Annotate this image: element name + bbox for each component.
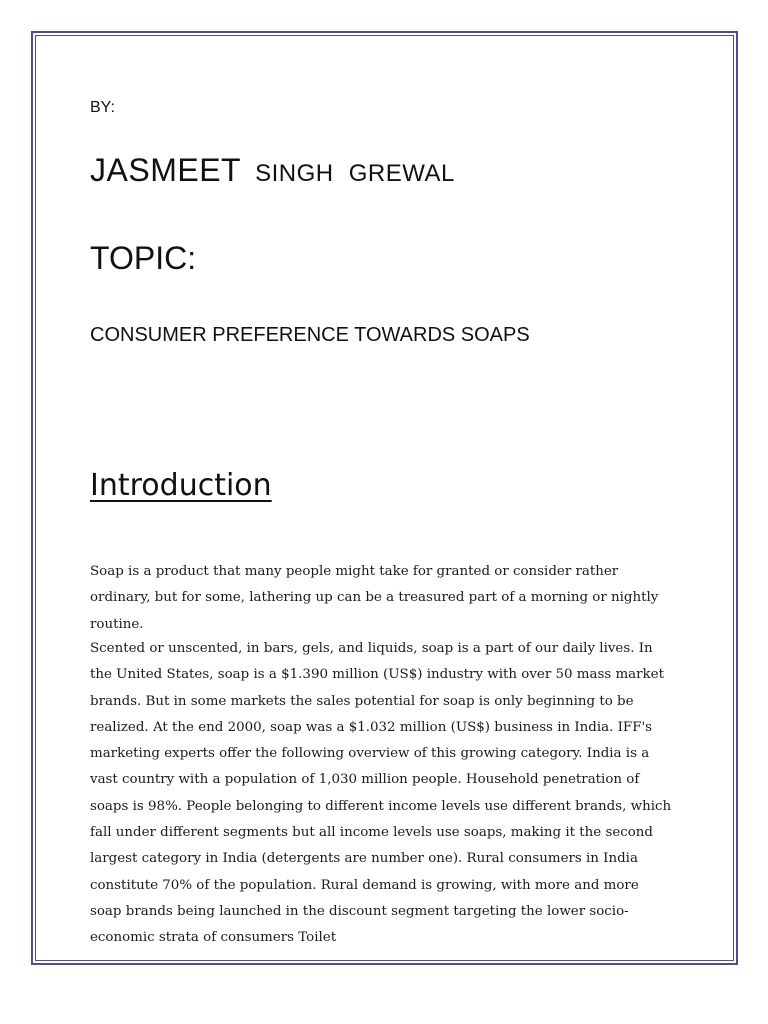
topic-title: CONSUMER PREFERENCE TOWARDS SOAPS — [90, 324, 530, 346]
author-name — [90, 152, 455, 189]
topic-label: TOPIC: — [90, 240, 197, 276]
author-last-name: SINGH GREWAL — [255, 160, 455, 187]
introduction-heading: Introduction — [90, 468, 272, 503]
intro-paragraph-1: Soap is a product that many people might take for granted or consider rather ordinary, but for some, lathering up can be a treasured part of a morning or nightly routine. — [90, 564, 659, 632]
author-first-name: JASMEET — [90, 152, 242, 188]
by-label: BY: — [90, 99, 115, 116]
intro-paragraph-2: Scented or unscented, in bars, gels, and liquids, soap is a part of our daily lives. In the United States, soap is a $1.390 million (US$) industry with over 50 mass market brands. But in some markets the sales potential for soap is only beginning to be realized. At the end 2000, soap was a $1.032 million (US$) business in India. IFF's marketing experts offer the following overview of this growing category. India is a vast country with a population of 1,030 million people. Household penetration of soaps is 98%. People belonging to different income levels use different brands, which fall under different segments but all income levels use soaps, making it the second largest category in India (detergents are number one). Rural consumers in India constitute 70% of the population. Rural demand is growing, with more and more soap brands being launched in the discount segment targeting the lower socio-economic strata of consumers Toilet — [90, 641, 672, 946]
